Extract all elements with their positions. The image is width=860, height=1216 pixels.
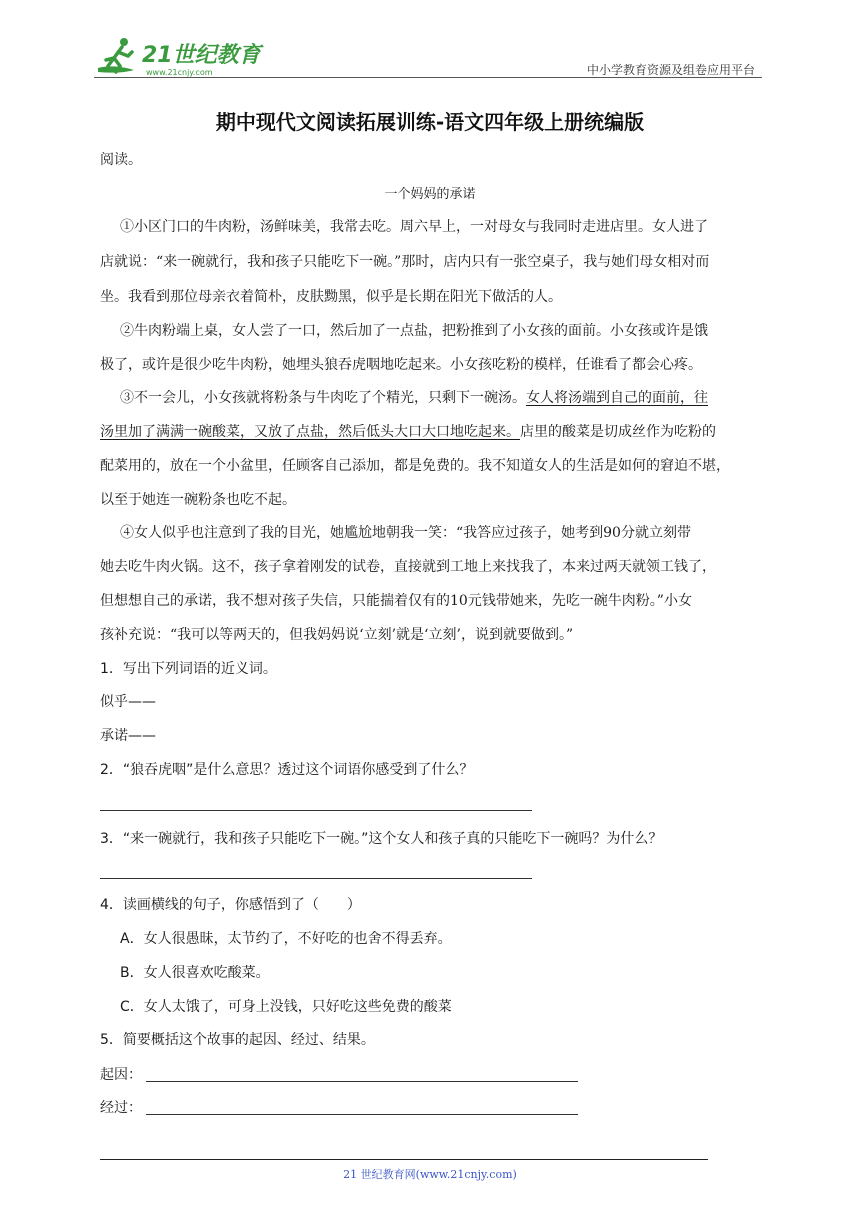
passage-line: ④女人似乎也注意到了我的目光，她尴尬地朝我一笑：“我答应过孩子，她考到90分就立刻带 — [120, 525, 691, 541]
passage-line: 店就说：“来一碗就行，我和孩子只能吃下一碗。”那时，店内只有一张空桌子，我与她们母女相对而 — [100, 254, 710, 270]
underlined-sentence: 汤里加了满满一碗酸菜，又放了点盐，然后低头大口大口地吃起来。 — [100, 424, 520, 440]
header-platform-text: 中小学教育资源及组卷应用平台 — [586, 63, 755, 77]
answer-line[interactable] — [146, 1114, 578, 1115]
passage-line: 极了，或许是很少吃牛肉粉，她埋头狼吞虎咽地吃起来。小女孩吃粉的模样，任谁看了都会心疼。 — [100, 357, 702, 373]
question-1: 1．写出下列词语的近义词。 — [100, 661, 277, 677]
passage-line: 孩补充说：“我可以等两天的，但我妈妈说‘立刻’就是‘立刻’，说到就要做到。” — [100, 627, 574, 643]
answer-line[interactable] — [100, 810, 532, 811]
passage-text: ③不一会儿，小女孩就将粉条与牛肉吃了个精光，只剩下一碗汤。 — [120, 390, 526, 406]
question-3: 3．“来一碗就行，我和孩子只能吃下一碗。”这个女人和孩子真的只能吃下一碗吗？为什么？ — [100, 831, 663, 847]
question-4: 4．读画横线的句子，你感悟到了（ ） — [100, 897, 361, 913]
footer-divider — [100, 1159, 708, 1160]
option-c[interactable]: C．女人太饿了，可身上没钱，只好吃这些免费的酸菜 — [120, 999, 452, 1015]
footer-text[interactable]: 21 世纪教育网(www.21cnjy.com) — [343, 1168, 517, 1181]
passage-line: ①小区门口的牛肉粉，汤鲜味美，我常去吃。周六早上，一对母女与我同时走进店里。女人进了 — [120, 219, 708, 235]
passage-line: ②牛肉粉端上桌，女人尝了一口，然后加了一点盐，把粉推到了小女孩的面前。小女孩或许是饿 — [120, 323, 708, 339]
passage-line: 但想想自己的承诺，我不想对孩子失信，只能揣着仅有的10元钱带她来，先吃一碗牛肉粉。”小女 — [100, 593, 692, 609]
underlined-sentence: 女人将汤端到自己的面前，往 — [526, 390, 708, 406]
passage-line — [100, 423, 716, 441]
passage-line: 配菜用的，放在一个小盆里，任顾客自己添加，都是免费的。我不知道女人的生活是如何的窘迫不堪， — [100, 458, 730, 474]
intro-text: 阅读。 — [100, 152, 142, 168]
passage-line — [120, 389, 708, 407]
passage-line: 以至于她连一碗粉条也吃不起。 — [100, 492, 296, 508]
page-title: 期中现代文阅读拓展训练-语文四年级上册统编版 — [215, 110, 645, 134]
option-b[interactable]: B．女人很喜欢吃酸菜。 — [120, 965, 270, 981]
svg-text:21世纪教育: 21世纪教育 — [142, 43, 261, 68]
question-5: 5．简要概括这个故事的起因、经过、结果。 — [100, 1032, 375, 1048]
passage-line: 她去吃牛肉火锅。这不，孩子拿着刚发的试卷，直接就到工地上来找我了，本来过两天就领工钱了， — [100, 559, 716, 575]
passage-line: 坐。我看到那位母亲衣着简朴，皮肤黝黑，似乎是长期在阳光下做活的人。 — [100, 289, 562, 305]
svg-text:www.21cnjy.com: www.21cnjy.com — [146, 68, 213, 77]
header-divider — [94, 77, 762, 78]
question-1-item: 似乎—— — [100, 694, 156, 710]
answer-label-process: 经过： — [100, 1100, 142, 1116]
answer-line[interactable] — [100, 878, 532, 879]
answer-label-cause: 起因： — [100, 1067, 142, 1083]
question-2: 2．“狼吞虎咽”是什么意思？透过这个词语你感受到了什么？ — [100, 762, 474, 778]
runner-icon — [94, 34, 264, 78]
option-a[interactable]: A．女人很愚昧，太节约了，不好吃的也舍不得丢弃。 — [120, 931, 452, 947]
answer-line[interactable] — [146, 1081, 578, 1082]
question-1-item: 承诺—— — [100, 728, 156, 744]
site-logo — [94, 34, 264, 78]
passage-title: 一个妈妈的承诺 — [384, 187, 476, 202]
passage-text: 店里的酸菜是切成丝作为吃粉的 — [520, 424, 716, 440]
